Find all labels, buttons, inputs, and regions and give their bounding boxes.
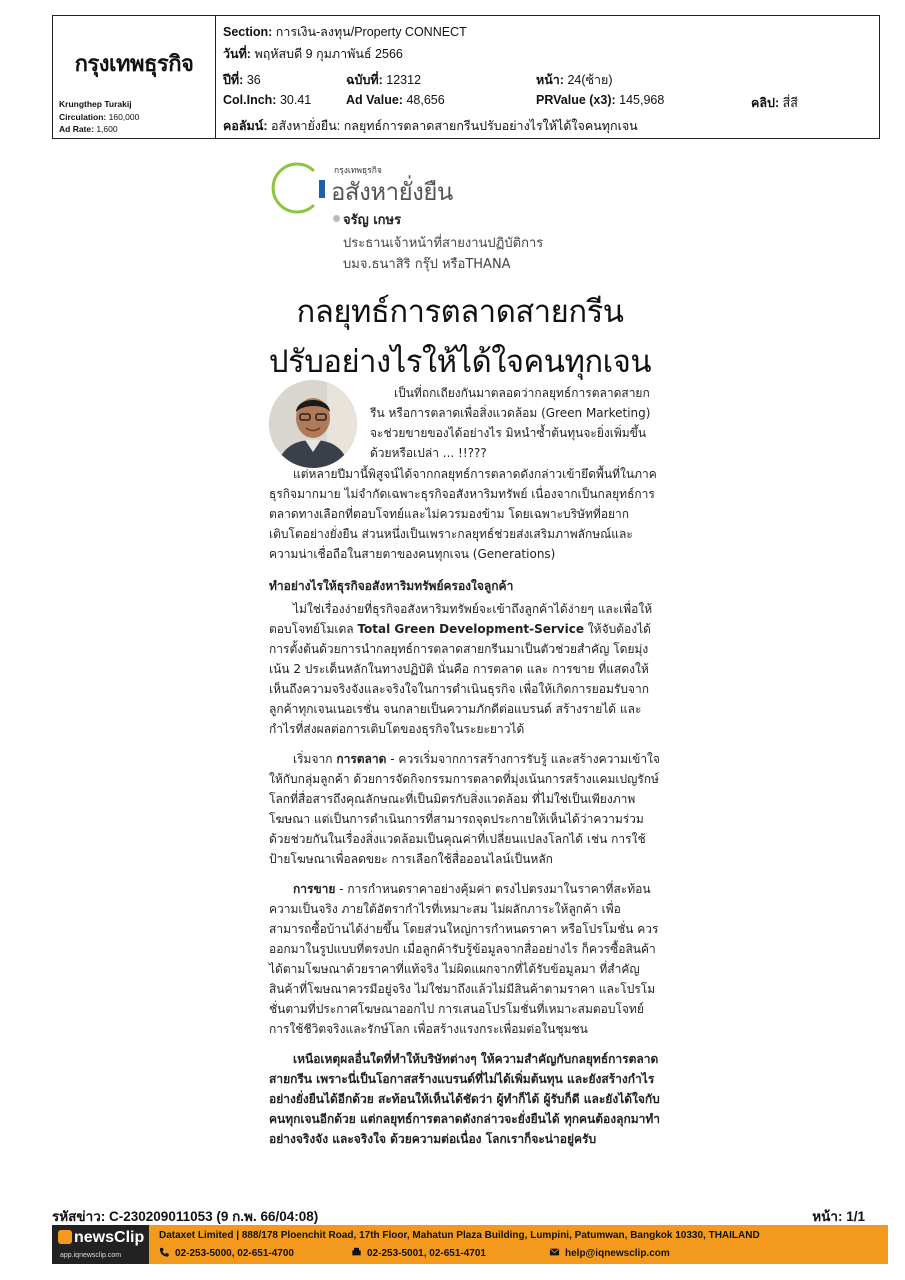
article-paragraph-4	[269, 879, 661, 1039]
advalue-label: Ad Value:	[346, 93, 403, 107]
email-contact[interactable]	[549, 1247, 670, 1259]
newsclip-logo-icon	[58, 1230, 72, 1244]
prvalue-field	[536, 93, 664, 107]
article-subheading: ทำอย่างไรให้ธุรกิจอสังหาริมทรัพย์ครองใจลูกค้า	[269, 579, 514, 593]
author-title: ประธานเจ้าหน้าที่สายงานปฏิบัติการ	[343, 236, 544, 251]
prvalue-value: 145,968	[619, 93, 665, 107]
colinch-value: 30.41	[279, 93, 312, 107]
company-address: Dataxet Limited | 888/178 Ploenchit Road, 17th Floor, Mahatun Plaza Building, Lumpini, Patumwan, Bangkok 10330, THAILAND	[159, 1230, 760, 1241]
publication-name: กรุงเทพธุรกิจ	[74, 52, 194, 77]
fax-contact	[351, 1247, 486, 1259]
newsclip-logo	[58, 1229, 144, 1247]
newsclip-url: app.iqnewsclip.com	[60, 1252, 122, 1259]
publication-cell	[53, 16, 216, 138]
phone-number: 02-253-5000, 02-651-4700	[175, 1248, 294, 1259]
article-paragraph-1: แต่หลายปีมานี้พิสูจน์ได้จากกลยุทธ์การตลาดดังกล่าวเข้ายึดพื้นที่ในภาคธุรกิจมากมาย ไม่จำกัดเฉพาะธุรกิจอสังหาริมทรัพย์ เนื่องจากเป็นกลยุทธ์การตลาดทางเลือกที่ตอบโจทย์และไม่ควรมองข้าม โดยเฉพาะบริษัทที่อยากเติบโตอย่างยั่งยืน ส่วนหนึ่งเป็นเพราะกลยุทธ์ช่วยส่งเสริมภาพลักษณ์และความน่าเชื่อถือในสายตาของคนทุกเจน (Generations)	[269, 467, 657, 561]
year-value: 36	[246, 73, 261, 87]
prvalue-label: PRValue (x3):	[536, 93, 616, 107]
article-paragraph-5: เหนือเหตุผลอื่นใดที่ทำให้บริษัทต่างๆ ให้ความสำคัญกับกลยุทธ์การตลาดสายกรีน เพราะนี่เป็นโอกาสสร้างแบรนด์ที่ไม่ได้เพิ่มต้นทุน และยังสร้างกำไรอย่างยั่งยืนได้อีกด้วย สะท้อนให้เห็นได้ชัดว่า ผู้ทำก็ได้ ผู้รับก็ดี และยังได้ใจกับคนทุกเจนอีกด้วย แต่กลยุทธ์การตลาดดังกล่าวจะยั่งยืนได้ ทุกคนต้องลุกมาทำอย่างจริงจัง และจริงใจ ด้วยความต่อเนื่อง โลกเราก็จะน่าอยู่ครับ	[269, 1052, 661, 1146]
colinch-label: Col.Inch:	[223, 93, 277, 107]
headline-line-2: ปรับอย่างไรให้ได้ใจคนทุกเจน	[268, 344, 652, 380]
clip-value: สี่สี	[782, 96, 798, 110]
article-paragraph-2	[269, 599, 661, 739]
author-photo	[269, 380, 357, 468]
date-value: พฤหัสบดี 9 กุมภาพันธ์ 2566	[254, 47, 403, 61]
paragraph-2-text-a: ไม่ใช่เรื่องง่ายที่ธุรกิจอสังหาริมทรัพย์จะเข้าถึงลูกค้าได้ง่ายๆ และเพื่อให้ตอบโจทย์โมเดล	[269, 602, 653, 636]
news-code: รหัสข่าว: C-230209011053 (9 ก.พ. 66/04:08)	[52, 1209, 319, 1224]
phone-icon	[159, 1247, 170, 1257]
paragraph-4-keyword: การขาย	[293, 882, 336, 896]
page-field	[536, 70, 613, 90]
paragraph-3-text-a: เริ่มจาก	[293, 752, 337, 766]
date-line	[223, 44, 403, 64]
headline-line-1: กลยุทธ์การตลาดสายกรีน	[296, 294, 624, 330]
paragraph-4-text: - การกำหนดราคาอย่างคุ้มค่า ตรงไปตรงมาในราคาที่สะท้อนความเป็นจริง ภายใต้อัตรากำไรที่เหมาะสม ไม่ผลักภาระให้ลูกค้า เพื่อสามารถซื้อบ้านได้ง่ายขึ้น โดยส่วนใหญ่การกำหนดราคา หรือโปรโมชั่น ควรออกมาในรูปแบบที่ตรงปก เมื่อลูกค้ารับรู้ข้อมูลจากสื่ออย่างไร ก็ควรซื้อสินค้าได้ตามโฆษณาด้วยราคาที่แท้จริง ไม่ผิดแผกจากที่ได้รับข้อมูลมา ที่สำคัญสินค้าที่โฆษณาควรมีอยู่จริง ไม่ใช่มาถึงแล้วไม่มีสินค้าตามราคา และโปรโมชั่นตามที่ประกาศโฆษณาออกไป การเสนอโปรโมชั่นที่เหมาะสมตอบโจทย์การใช้ชีวิตจริงและรักษ์โลก เพื่อสร้างแรงกระเพื่อมต่อในชุมชน	[269, 882, 659, 1036]
paragraph-3-text-c: - ควรเริ่มจากการสร้างการรับรู้ และสร้างความเข้าใจให้กับกลุ่มลูกค้า ด้วยการจัดกิจกรรมการตลาดที่มุ่งเน้นการสร้างแคมเปญรักษ์โลกที่สื่อสารถึงคุณลักษณะที่เป็นมิตรกับสิ่งแวดล้อม ที่ไม่ใช่เป็นเพียงภาพโฆษณา แต่เป็นการดำเนินการที่สามารถจุดประกายให้เห็นได้ว่าความร่วมด้วยช่วยกันในเรื่องสิ่งแวดล้อมเป็นคุณค่าที่เปลี่ยนแปลงโลกได้ เช่น การใช้ป้ายโฆษณาเพื่อลดขยะ การเลือกใช้สื่อออนไลน์เป็นหลัก	[269, 752, 660, 866]
page-label: หน้า:	[536, 73, 564, 87]
date-label: วันที่:	[223, 47, 251, 61]
publication-meta	[59, 98, 139, 136]
newsclip-brand[interactable]	[52, 1225, 149, 1264]
email-address[interactable]: help@iqnewsclip.com	[565, 1248, 670, 1259]
year-field	[223, 70, 261, 90]
circulation-label: Circulation:	[59, 111, 107, 122]
clip-header	[52, 15, 880, 139]
newsclip-logo-text: newsClip	[74, 1229, 145, 1246]
author-organization: บมจ.ธนาสิริ กรุ๊ป หรือTHANA	[343, 257, 511, 272]
year-label: ปีที่:	[223, 73, 244, 87]
issue-label: ฉบับที่:	[346, 73, 383, 87]
issue-value: 12312	[386, 73, 422, 87]
column-logo-bar	[319, 180, 325, 198]
paragraph-2-model-name: Total Green Development-Service	[357, 622, 584, 636]
column-logo-name: อสังหายั่งยืน	[331, 178, 453, 206]
issue-field	[346, 70, 421, 90]
clip-field	[751, 93, 798, 113]
section-value: การเงิน-ลงทุน/Property CONNECT	[275, 25, 467, 39]
author-bullet-icon	[333, 215, 340, 222]
fax-number: 02-253-5001, 02-651-4701	[367, 1248, 486, 1259]
column-logo-ring-icon	[269, 160, 325, 216]
section-line	[223, 22, 467, 42]
column-logo-publication: กรุงเทพธุรกิจ	[334, 166, 382, 176]
column-value: อสังหายั่งยืน: กลยุทธ์การตลาดสายกรีนปรับอย่างไรให้ได้ใจคนทุกเจน	[270, 119, 638, 133]
author-name: จรัญ เกษร	[343, 213, 402, 228]
publication-name-en: Krungthep Turakij	[59, 99, 132, 109]
fax-icon	[351, 1247, 362, 1257]
paragraph-2-text-c: ให้จับต้องได้ การตั้งต้นด้วยการนำกลยุทธ์การตลาดสายกรีนมาเป็นตัวช่วยสำคัญ โดยมุ่งเน้น 2 ประเด็นหลักในทางปฏิบัติ นั่นคือ การตลาด และ การขาย ที่แสดงให้เห็นถึงความจริงจังและจริงใจในการดำเนินธุรกิจ เพื่อให้เกิดการยอมรับจากลูกค้าทุกเจนเนอเรชั่น จนกลายเป็นความภักดีต่อแบรนด์ สร้างรายได้ และกำไรที่ส่งผลต่อการเติบโตของธุรกิจในระยะยาวได้	[269, 622, 651, 736]
paragraph-3-keyword: การตลาด	[336, 752, 387, 766]
ad-rate-label: Ad Rate:	[59, 124, 94, 134]
article-lead: เป็นที่ถกเถียงกันมาตลอดว่ากลยุทธ์การตลาดสายกรีน หรือการตลาดเพื่อสิ่งแวดล้อม (Green Marketing) จะช่วยขายของได้อย่างไร มิหนำซ้ำต้นทุนจะยิ่งเพิ่มขึ้นด้วยหรือเปล่า ... !!???	[370, 386, 651, 460]
phone-contact	[159, 1247, 294, 1259]
column-label: คอลัมน์:	[223, 119, 268, 133]
page-count: หน้า: 1/1	[812, 1209, 865, 1224]
section-label: Section:	[223, 25, 273, 39]
column-line	[223, 116, 638, 136]
contact-bar	[149, 1225, 888, 1264]
clip-info	[216, 16, 879, 138]
email-icon	[549, 1247, 560, 1257]
page-value: 24(ซ้าย)	[567, 73, 613, 87]
advalue-value: 48,656	[406, 93, 445, 107]
circulation-value: 160,000	[108, 111, 140, 122]
clip-label: คลิป:	[751, 96, 780, 110]
advalue-field	[346, 93, 445, 107]
ad-rate-value: 1,600	[96, 124, 118, 134]
colinch-field	[223, 93, 311, 107]
article-paragraph-3	[269, 749, 661, 869]
